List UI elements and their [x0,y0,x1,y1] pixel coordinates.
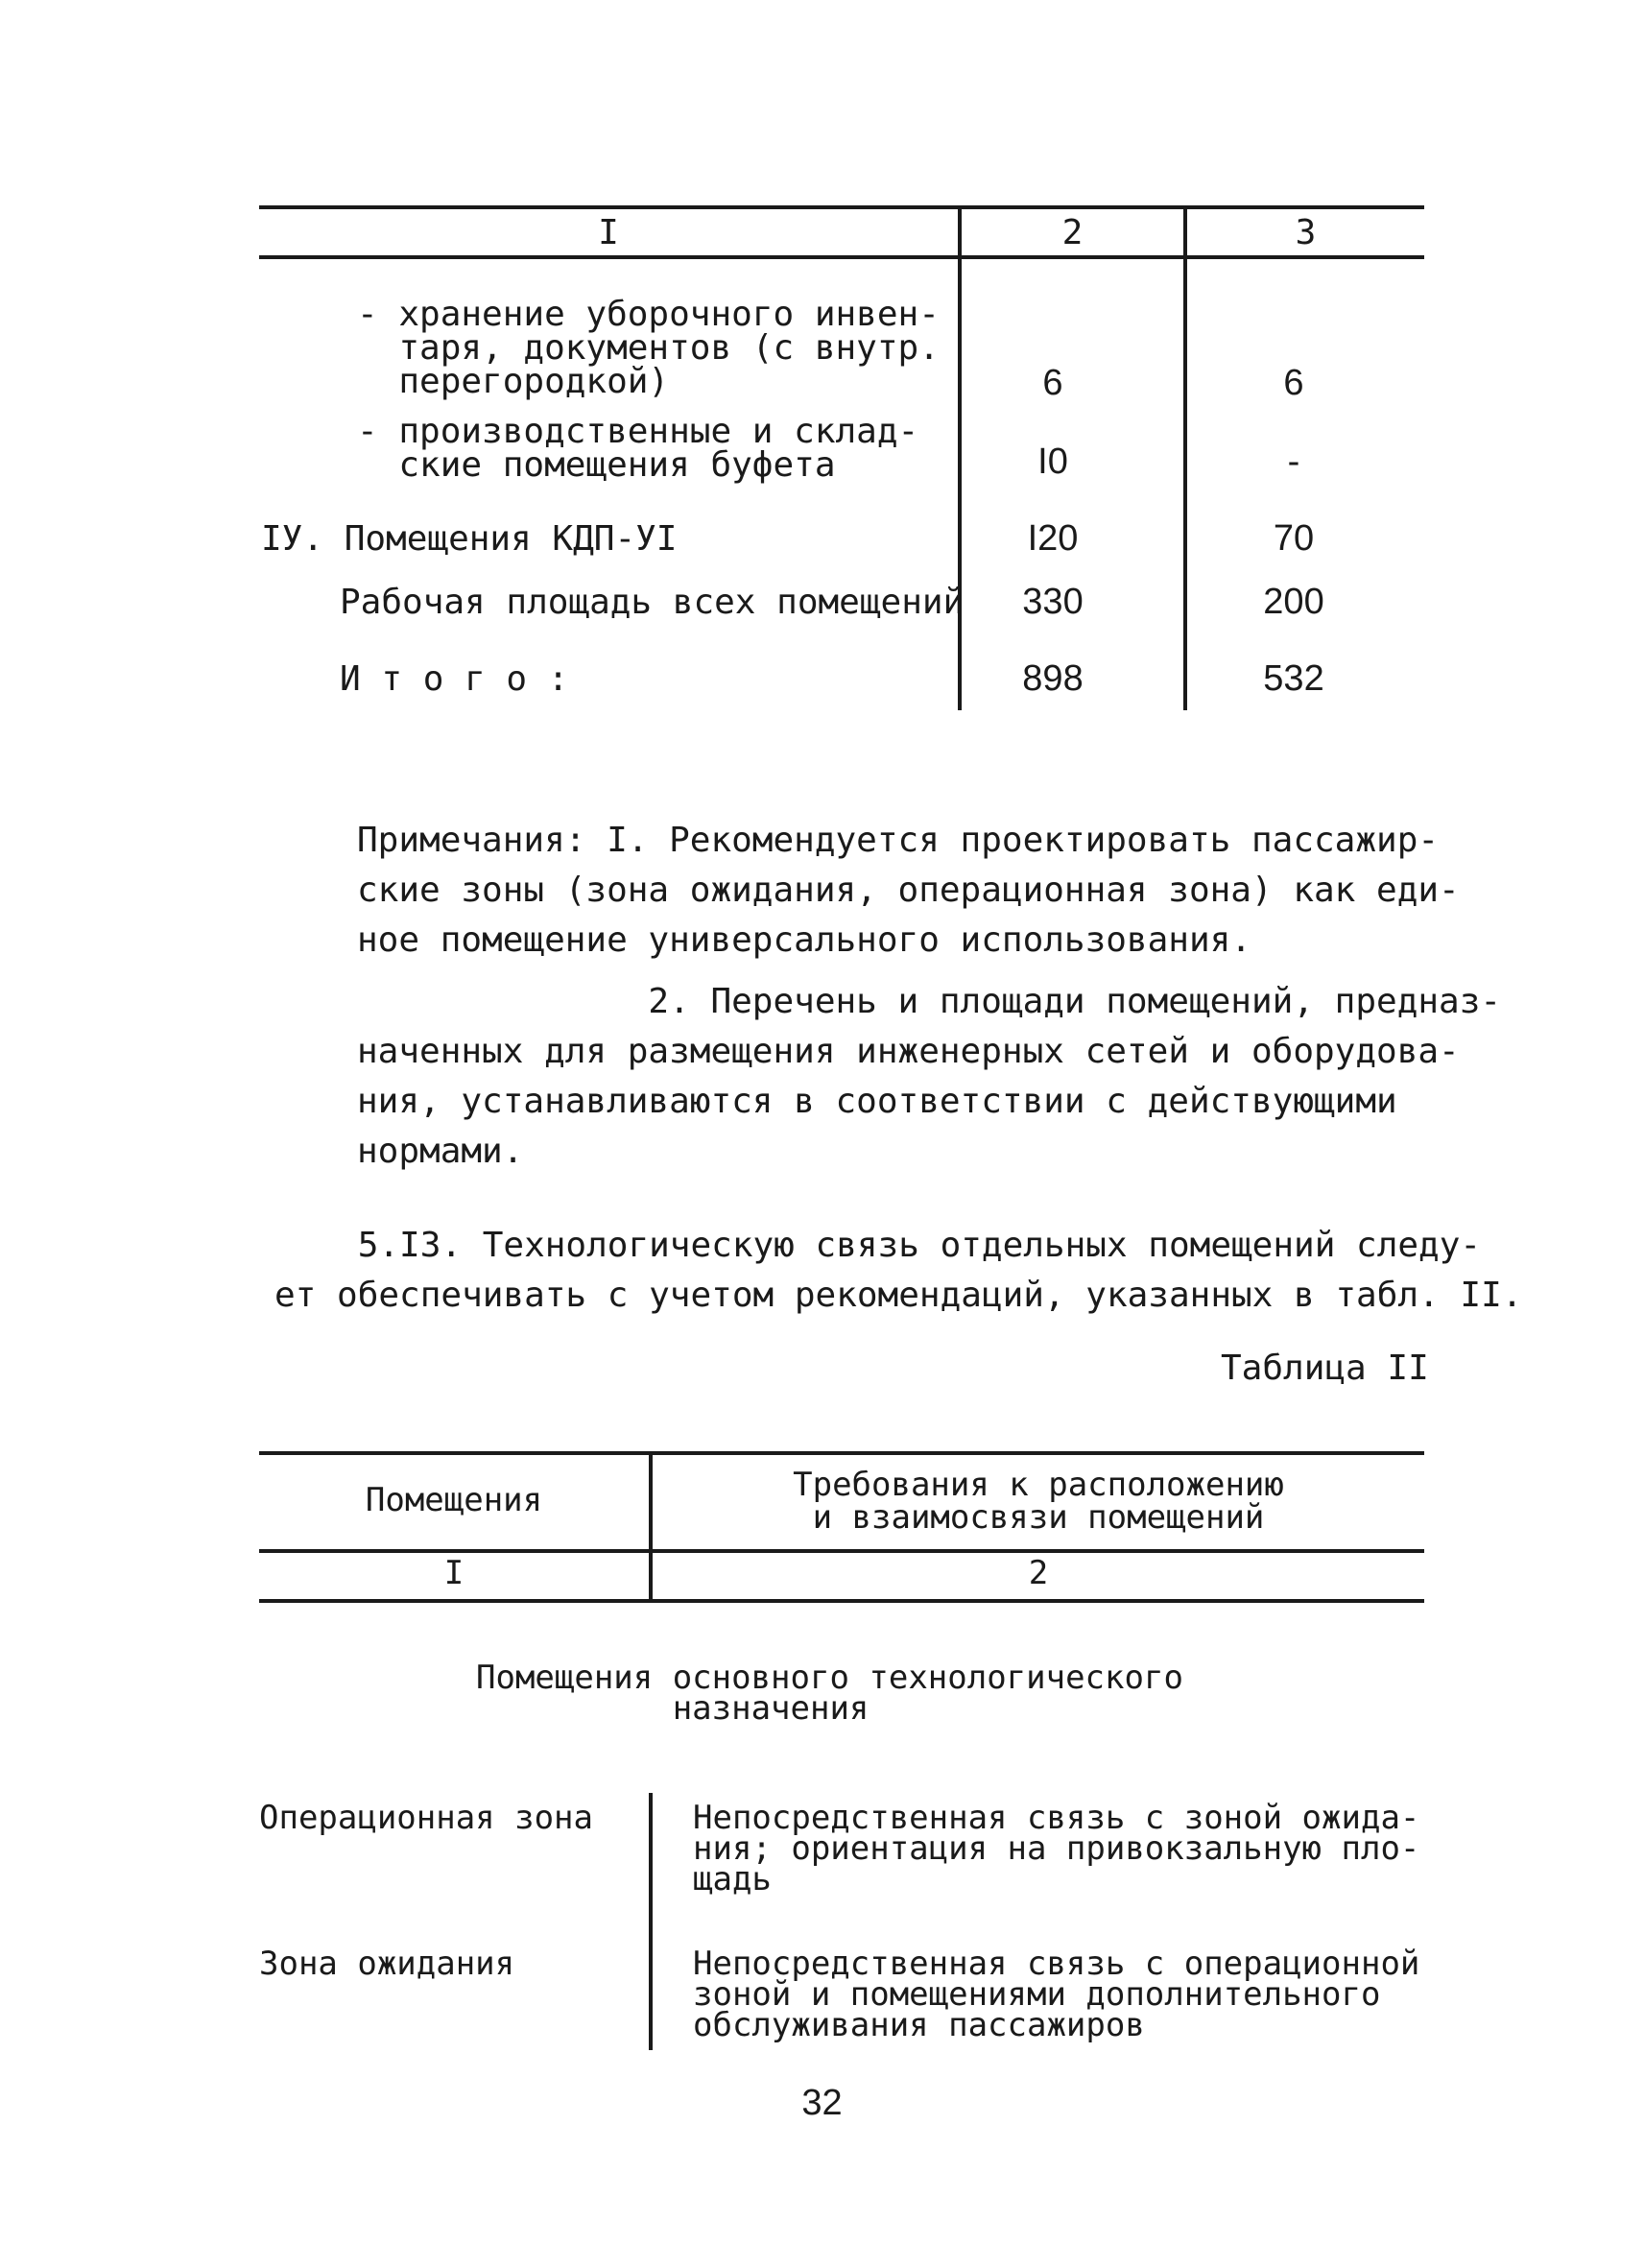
table-total-label: И т о г о : [340,659,569,699]
table-2-room: Операционная зона [259,1799,593,1837]
table-2-number-rule [259,1599,1424,1603]
table-2-section-title: Помещения основного технологического назначения [476,1659,1183,1728]
note-2: 2. Перечень и площади помещений, предназ- наченных для размещения инженерных сетей и оборудова- ния, устанавливаются в соответствии с действующими нормами. [357,982,1502,1171]
table-2-body-divider [649,1793,653,2050]
table-1-header-col2: 2 [1061,213,1084,252]
table-2-num-col1: I [443,1554,465,1592]
clause-5-13: 5.I3. Технологическую связь отдельных помещений следу- ет обеспечивать с учетом рекомендаций, указанных в табл. II. [274,1226,1523,1315]
table-1-header-rule [259,255,1424,259]
table-2-num-col2: 2 [1028,1554,1049,1592]
table-2-top-rule [259,1451,1424,1455]
table-row: Рабочая площадь всех помещений [340,583,965,622]
note-1: Примечания: I. Рекомендуется проектировать пассажир- ские зоны (зона ожидания, операционная зона) как еди- ное помещение универсального использования. [357,821,1460,960]
table-cell: 330 [1022,582,1084,622]
table-1-header-col1: I [598,213,619,252]
table-cell: 6 [1283,363,1304,403]
table-2-requirement: Непосредственная связь с операционной зоной и помещениями дополнительного обслуживания пассажиров [693,1945,1420,2044]
table-cell: 6 [1042,363,1063,403]
table-2-header-col2: Требования к расположению и взаимосвязи помещений [793,1466,1284,1537]
table-cell: I0 [1037,442,1068,482]
table-cell: - [1287,442,1300,482]
table-1-top-rule [259,205,1424,209]
table-row: - производственные и склад- ские помещения буфета [357,412,919,485]
table-cell: 70 [1273,518,1315,559]
table-cell: 532 [1263,658,1324,699]
table-2-header-rule [259,1549,1424,1553]
table-2-title: Таблица II [1221,1349,1429,1388]
table-2-requirement: Непосредственная связь с зоной ожида- ния; ориентация на привокзальную пло- щадь [693,1799,1420,1898]
page-number: 32 [801,2083,843,2123]
table-cell: 898 [1022,658,1084,699]
table-cell: I20 [1027,518,1079,559]
table-cell: 200 [1263,582,1324,622]
table-1-header-col3: 3 [1295,213,1317,252]
table-2-room: Зона ожидания [259,1945,515,1983]
table-row: IУ. Помещения КДП-УI [261,519,678,559]
table-row: - хранение уборочного инвен- таря, документов (с внутр. перегородкой) [357,295,940,401]
table-2-header-col1: Помещения [365,1481,543,1519]
